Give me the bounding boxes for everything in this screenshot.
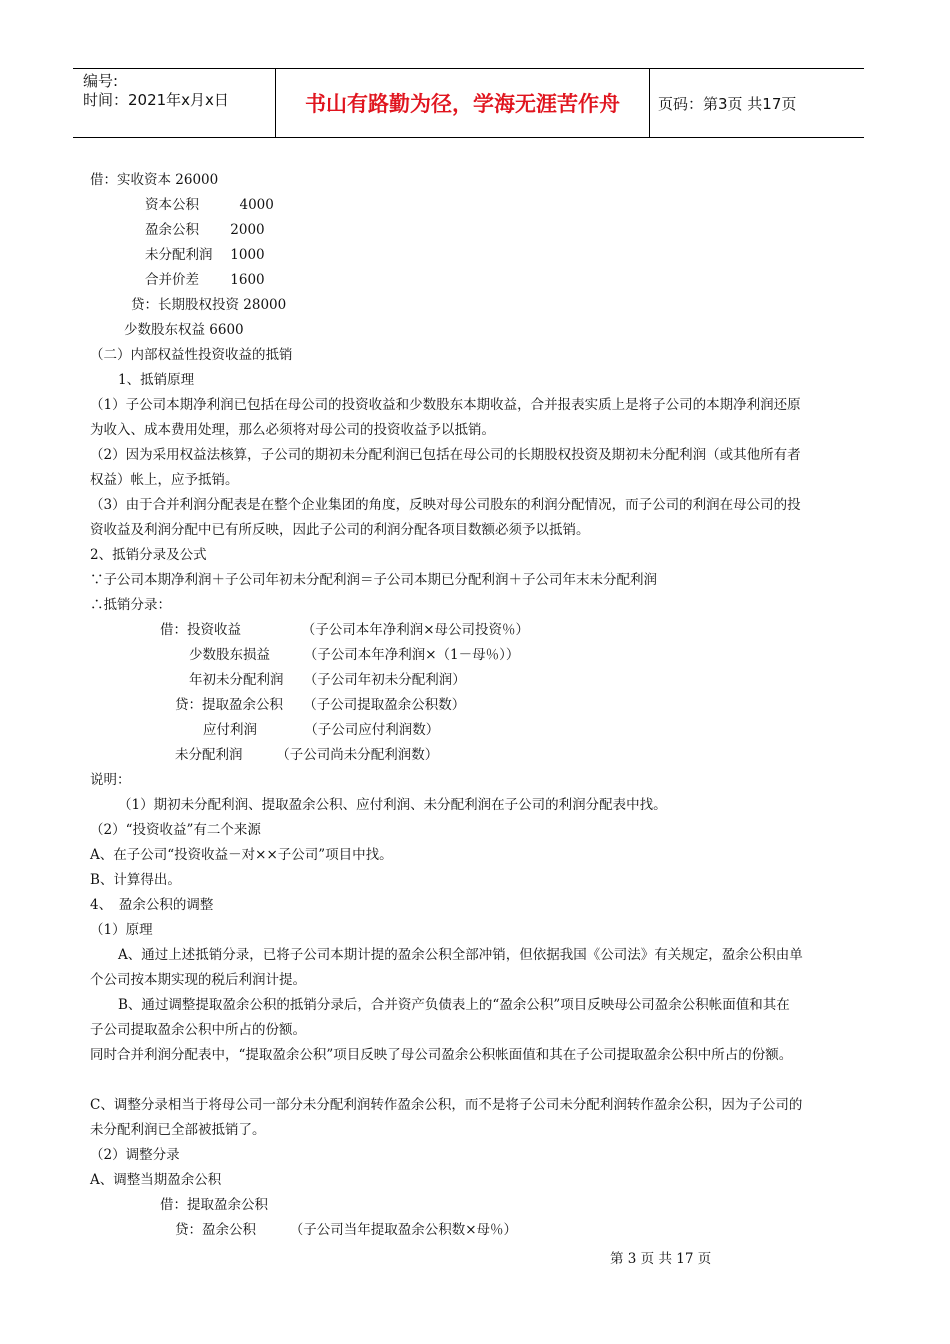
entry-line: 借：投资收益 （子公司本年净利润×母公司投资％）	[160, 622, 530, 638]
text-line: 盈余公积 2000	[145, 222, 265, 238]
paragraph-line: 同时合并利润分配表中，“提取盈余公积”项目反映了母公司盈余公积帐面值和其在子公司提取盈余公积中所占的份额。	[90, 1047, 793, 1063]
entry-line: 贷：盈余公积 （子公司当年提取盈余公积数×母％）	[175, 1222, 518, 1238]
text-line: B、计算得出。	[90, 872, 181, 888]
formula-line: ∵子公司本期净利润＋子公司年初未分配利润＝子公司本期已分配利润＋子公司年末未分配利润	[90, 572, 657, 588]
text-line: A、在子公司“投资收益－对××子公司”项目中找。	[90, 847, 393, 863]
header-page-label: 页码：第3页 共17页	[658, 94, 797, 113]
entry-line: 应付利润 （子公司应付利润数）	[203, 722, 440, 738]
text-line: 借：实收资本 26000	[90, 172, 219, 188]
document-date-label: 时间：2021年x月x日	[83, 91, 229, 109]
entry-line: 未分配利润 （子公司尚未分配利润数）	[175, 747, 439, 763]
entry-line: 年初未分配利润 （子公司年初未分配利润）	[189, 672, 466, 688]
paragraph-line: 个公司按本期实现的税后利润计提。	[90, 972, 306, 988]
entry-line: 少数股东损益 （子公司本年净利润×（1－母％））	[189, 647, 520, 663]
paragraph-line: 子公司提取盈余公积中所占的份额。	[90, 1022, 306, 1038]
subsection-heading: 4、 盈余公积的调整	[90, 897, 214, 913]
text-line: 资本公积 4000	[145, 197, 274, 213]
section-heading: （二）内部权益性投资收益的抵销	[90, 347, 293, 363]
paragraph-line: 资收益及利润分配中已有所反映，因此子公司的利润分配各项目数额必须予以抵销。	[90, 522, 590, 538]
text-line: （2）“投资收益”有二个来源	[90, 822, 261, 838]
text-line: 合并价差 1600	[145, 272, 265, 288]
paragraph-line: 未分配利润已全部被抵销了。	[90, 1122, 266, 1138]
text-line: （1）期初未分配利润、提取盈余公积、应付利润、未分配利润在子公司的利润分配表中找。	[118, 797, 667, 813]
page-header	[73, 68, 864, 138]
text-line: 贷：长期股权投资 28000	[131, 297, 287, 313]
paragraph-line: C、调整分录相当于将母公司一部分未分配利润转作盈余公积，而不是将子公司未分配利润转作盈余公积，因为子公司的	[90, 1097, 803, 1113]
page-footer: 第 3 页 共 17 页	[610, 1251, 712, 1267]
entry-line: 借：提取盈余公积	[160, 1197, 268, 1213]
entry-line: 贷：提取盈余公积 （子公司提取盈余公积数）	[175, 697, 466, 713]
paragraph-line: （2）因为采用权益法核算，子公司的期初未分配利润已包括在母公司的长期股权投资及期初未分配利润（或其他所有者	[90, 447, 801, 463]
header-left-cell	[73, 69, 276, 137]
text-line: 少数股东权益 6600	[124, 322, 244, 338]
text-line: （2）调整分录	[90, 1147, 180, 1163]
paragraph-line: B、通过调整提取盈余公积的抵销分录后，合并资产负债表上的“盈余公积”项目反映母公司盈余公积帐面值和其在	[118, 997, 790, 1013]
paragraph-line: （3）由于合并利润分配表是在整个企业集团的角度，反映对母公司股东的利润分配情况，而子公司的利润在母公司的投	[90, 497, 801, 513]
paragraph-line: （1）子公司本期净利润已包括在母公司的投资收益和少数股东本期收益，合并报表实质上是将子公司的本期净利润还原	[90, 397, 801, 413]
document-number-label: 编号:	[83, 72, 119, 90]
text-line: 未分配利润 1000	[145, 247, 265, 263]
header-motto: 书山有路勤为径，学海无涯苦作舟	[276, 69, 650, 137]
text-line: （1）原理	[90, 922, 153, 938]
subsection-heading: 1、抵销原理	[118, 372, 195, 388]
paragraph-line: 为收入、成本费用处理，那么必须将对母公司的投资收益予以抵销。	[90, 422, 495, 438]
text-line: ∴抵销分录：	[90, 597, 171, 613]
paragraph-line: 权益）帐上，应予抵销。	[90, 472, 239, 488]
paragraph-line: A、通过上述抵销分录，已将子公司本期计提的盈余公积全部冲销，但依据我国《公司法》有关规定，盈余公积由单	[118, 947, 803, 963]
subsection-heading: 2、抵销分录及公式	[90, 547, 207, 563]
text-line: 说明：	[90, 772, 131, 788]
text-line: A、调整当期盈余公积	[90, 1172, 222, 1188]
